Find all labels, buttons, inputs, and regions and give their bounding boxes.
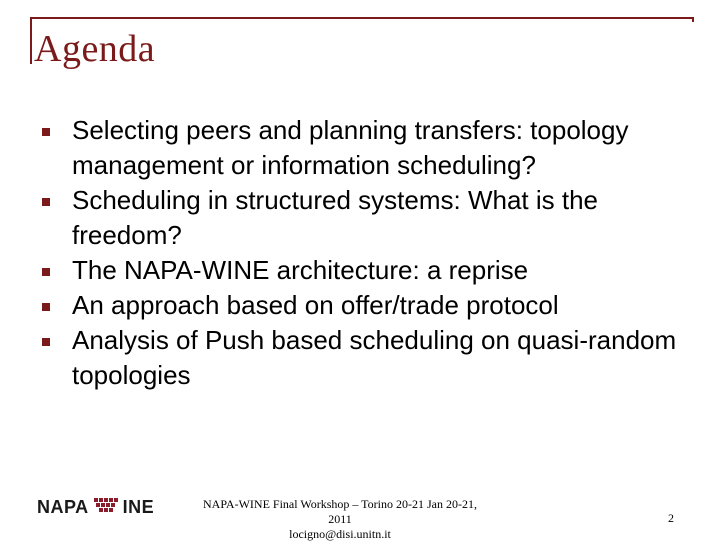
logo-text-right: INE [122,497,155,517]
napa-wine-logo [37,495,154,520]
agenda-item-text: Scheduling in structured systems: What is the freedom? [72,185,599,250]
agenda-item [38,323,698,393]
title-frame-top-line [30,17,694,19]
footer-caption [190,497,490,542]
agenda-item [38,183,698,253]
agenda-item [38,288,698,323]
logo-text-left: NAPA [37,497,89,517]
page-number: 2 [668,511,674,525]
footer-workshop-line: NAPA-WINE Final Workshop – Torino 20-21 Jan 20-21, 2011 [203,497,477,526]
wine-glass-grid-icon [94,496,120,521]
agenda-item [38,253,698,288]
square-bullet-icon [42,268,50,276]
footer-email-line: locigno@disi.unitn.it [289,527,391,541]
agenda-item-text: The NAPA-WINE architecture: a reprise [72,255,529,285]
square-bullet-icon [42,303,50,311]
title-frame-right-tick [692,17,694,22]
agenda-item-text: Analysis of Push based scheduling on quasi-random topologies [72,325,677,390]
slide-title: Agenda [34,28,156,70]
agenda-item-text: Selecting peers and planning transfers: topology management or information scheduling? [72,115,629,180]
agenda-item-text: An approach based on offer/trade protocol [72,290,559,320]
title-frame-left-line [30,17,32,64]
square-bullet-icon [42,198,50,206]
square-bullet-icon [42,338,50,346]
agenda-item [38,113,698,183]
square-bullet-icon [42,128,50,136]
agenda-list [38,113,698,393]
